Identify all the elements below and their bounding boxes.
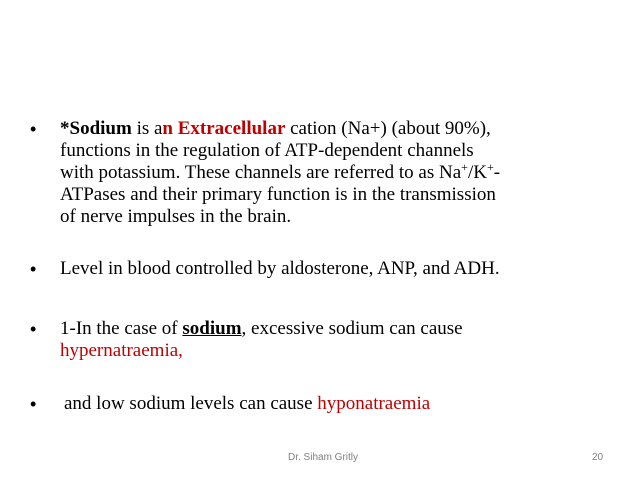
cation-text: cation (Na+) (about 90%),: [285, 118, 491, 139]
bullet-low-sodium: [30, 393, 610, 415]
bullet-excess-sodium: [30, 318, 610, 362]
footer-author: Dr. Siham Gritly: [288, 452, 359, 463]
hyponatraemia-term: hyponatraemia: [317, 393, 431, 414]
bullet-dot: •: [30, 119, 37, 139]
bullet-text: [60, 318, 610, 362]
bullet-dot: •: [30, 319, 37, 339]
bullet-sodium-definition: [30, 118, 610, 228]
nerve-impulse-text: of nerve impulses in the brain.: [60, 206, 292, 227]
bullet-dot: •: [30, 394, 37, 414]
extracellular-term: n Extracellular: [162, 118, 286, 139]
atpases-text: ATPases and their primary function is in the transmission: [60, 184, 496, 205]
k-superscript: +: [486, 160, 494, 174]
functions-text: functions in the regulation of ATP-dependent channels: [60, 140, 474, 161]
sodium-term: *Sodium: [60, 118, 132, 139]
hypernatraemia-term: hypernatraemia,: [60, 340, 183, 361]
bullet-text: [64, 393, 610, 415]
low-sodium-text: and low sodium levels can cause: [64, 393, 318, 414]
bullet-text: [60, 118, 610, 228]
bullet-blood-level: [30, 258, 610, 280]
channels-text: with potassium. These channels are referred to as Na: [60, 162, 462, 183]
na-superscript: +: [461, 160, 468, 174]
k-text: /K: [467, 162, 487, 183]
case-text: 1-In the case of: [60, 318, 183, 339]
bullet-text: Level in blood controlled by aldosterone, ANP, and ADH.: [60, 258, 500, 279]
slide-number: 20: [592, 452, 604, 463]
sodium-emphasis: sodium: [182, 318, 242, 339]
dash-text: -: [493, 162, 501, 183]
excessive-text: , excessive sodium can cause: [241, 318, 463, 339]
bullet-dot: •: [30, 259, 37, 279]
is-a-text: is a: [131, 118, 163, 139]
